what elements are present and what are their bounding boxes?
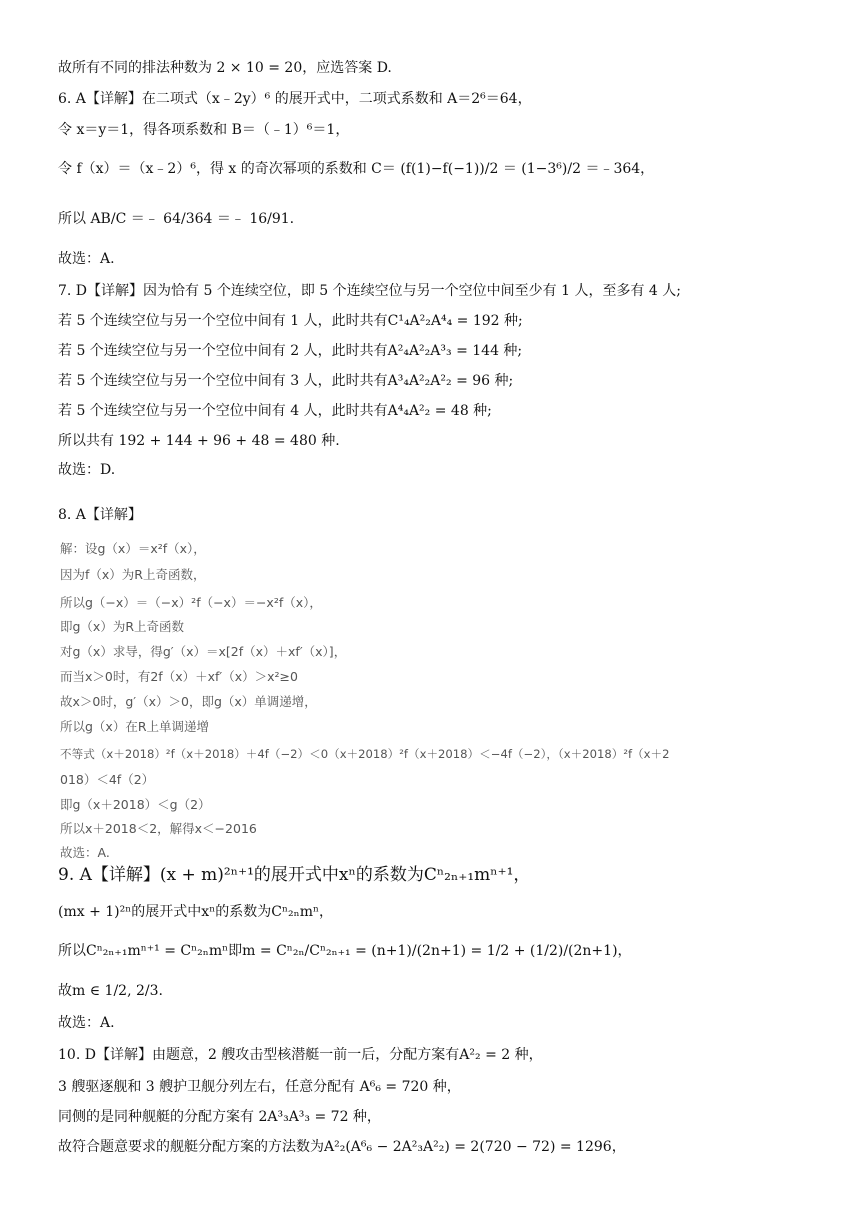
image-text-line: 所以g（−x）＝（−x）²f（−x）＝−x²f（x），	[60, 595, 322, 610]
text-line: 若 5 个连续空位与另一个空位中间有 1 人，此时共有C¹₄A²₂A⁴₄ = 192 种;	[58, 313, 523, 329]
text-line: 3 艘驱逐舰和 3 艘护卫舰分列左右，任意分配有 A⁶₆ = 720 种，	[58, 1079, 461, 1095]
text-line: 同侧的是同种舰艇的分配方案有 2A³₃A³₃ = 72 种，	[58, 1109, 381, 1125]
text-line: (mx + 1)²ⁿ的展开式中xⁿ的系数为Cⁿ₂ₙmⁿ，	[58, 904, 334, 920]
image-text-line: 所以x＋2018＜2，解得x＜−2016	[60, 821, 257, 836]
image-text-line: 018）＜4f（2）	[60, 772, 155, 787]
image-text-line: 即g（x＋2018）＜g（2）	[60, 797, 211, 812]
text-line: 所以 AB/C ＝﹣ 64/364 ＝﹣ 16/91.	[58, 211, 295, 227]
image-text-line: 因为f（x）为R上奇函数，	[60, 567, 206, 582]
text-line: 若 5 个连续空位与另一个空位中间有 4 人，此时共有A⁴₄A²₂ = 48 种;	[58, 403, 492, 419]
text-line: 所以Cⁿ₂ₙ₊₁mⁿ⁺¹ = Cⁿ₂ₙmⁿ即m = Cⁿ₂ₙ/Cⁿ₂ₙ₊₁ = (n+1)/(2n+1) = 1/2 + (1/2)/(2n+1)，	[58, 943, 632, 959]
answer-7-heading: 7. D【详解】因为恰有 5 个连续空位，即 5 个连续空位与另一个空位中间至少有 1 人，至多有 4 人;	[58, 283, 681, 299]
image-text-line: 所以g（x）在R上单调递增	[60, 719, 210, 734]
text-line: 故所有不同的排法种数为 2 × 10 = 20，应选答案 D.	[58, 60, 392, 76]
text-line: 若 5 个连续空位与另一个空位中间有 3 人，此时共有A³₄A²₂A²₂ = 96 种;	[58, 373, 514, 389]
text-line: 令 f（x）＝（x﹣2）⁶，得 x 的奇次幂项的系数和 C＝ (f(1)−f(−1))/2 ＝ (1−3⁶)/2 ＝﹣364，	[58, 161, 655, 177]
text-line: 令 x＝y＝1，得各项系数和 B＝（﹣1）⁶＝1，	[58, 122, 350, 138]
answer-8-heading: 8. A【详解】	[58, 507, 142, 523]
text-line: 故选：D.	[58, 462, 116, 478]
image-text-line: 对g（x）求导，得g′（x）＝x[2f（x）＋xf′（x）]，	[60, 644, 347, 659]
answer-10-heading: 10. D【详解】由题意，2 艘攻击型核潜艇一前一后，分配方案有A²₂ = 2 种，	[58, 1047, 543, 1063]
answer-9-heading: 9. A【详解】(x + m)²ⁿ⁺¹的展开式中xⁿ的系数为Cⁿ₂ₙ₊₁mⁿ⁺¹，	[58, 865, 531, 885]
image-text-line: 不等式（x＋2018）²f（x＋2018）＋4f（−2）＜0（x＋2018）²f（x＋2018）＜−4f（−2），（x＋2018）²f（x＋2	[60, 747, 670, 761]
image-text-line: 故选：A.	[60, 845, 110, 860]
text-line: 若 5 个连续空位与另一个空位中间有 2 人，此时共有A²₄A²₂A³₃ = 144 种;	[58, 343, 523, 359]
text-line: 故选：A.	[58, 1015, 115, 1031]
answer-6-heading: 6. A【详解】在二项式（x﹣2y）⁶ 的展开式中，二项式系数和 A＝2⁶＝64，	[58, 91, 532, 107]
text-line: 故m ∈ 1/2, 2/3.	[58, 983, 163, 999]
text-line: 所以共有 192 + 144 + 96 + 48 = 480 种.	[58, 433, 340, 449]
image-text-line: 即g（x）为R上奇函数	[60, 619, 185, 634]
image-text-line: 故x＞0时，g′（x）＞0，即g（x）单调递增，	[60, 694, 317, 709]
text-line: 故选：A.	[58, 251, 115, 267]
text-line: 故符合题意要求的舰艇分配方案的方法数为A²₂(A⁶₆ − 2A²₃A²₂) = 2(720 − 72) = 1296，	[58, 1139, 626, 1155]
image-text-line: 解：设g（x）＝x²f（x），	[60, 541, 206, 556]
image-text-line: 而当x＞0时，有2f（x）＋xf′（x）＞x²≥0	[60, 669, 298, 684]
